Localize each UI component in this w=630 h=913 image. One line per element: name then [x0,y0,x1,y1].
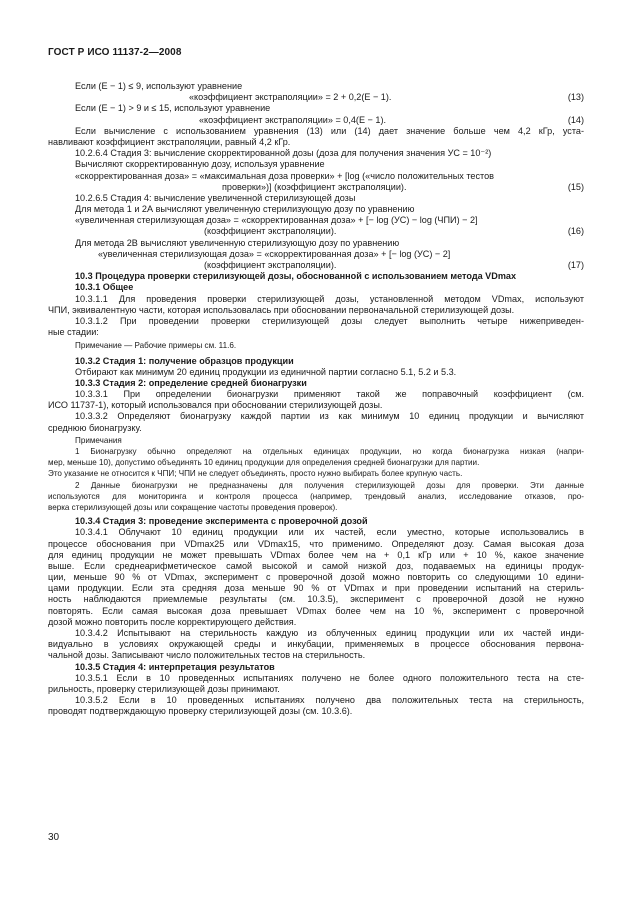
text-line [48,650,584,661]
text-line [48,204,584,215]
line-text: процессе обоснования при VDmax25 или VDmax15, что применимо. Определяют дозу. Самая высокая доза [48,538,584,549]
line-text: 10.3.2 Стадия 1: получение образцов продукции [75,355,294,366]
line-text: используются для мониторинга и контроля процесса (например, трендовый анализ, исследование отказов, про- [48,491,584,501]
equation-number: (15) [567,181,584,192]
equation-line [48,226,584,237]
text-line [48,684,584,695]
line-text: верка стерилизующей дозы или сокращение частоты проведения проверок). [48,502,338,512]
equation-number: (17) [567,260,584,270]
text-line [48,492,584,503]
line-text: Это указание не относится к ЧПИ; ЧПИ не следует объединять, просто нужно выбирать более крупную часть. [48,469,463,479]
line-text: ные стадии: [48,327,99,338]
line-text: дозой можно повторить после корректирующего действия. [48,616,297,627]
line-text: мер, меньше 10), допустимо объединять 10 единиц продукции для определения средней бионагрузки для партии. [48,458,480,468]
equation-line [48,260,584,271]
text-line [48,458,584,469]
text-line [48,695,584,706]
line-text: Примечание — Рабочие примеры см. 11.6. [75,341,237,351]
text-line [48,193,584,204]
line-text: 10.3.4.1 Облучают 10 единиц продукции или их частей, если уместно, которые использовались в [75,527,584,538]
text-line [48,561,584,572]
line-text: проводят подтверждающую проверку стерилизующей дозы (см. 10.3.6). [48,706,353,717]
text-line [48,400,584,411]
equation-line [48,182,584,193]
text-line [48,137,584,148]
line-text: Вычисляют скорректированную дозу, используя уравнение [75,159,325,170]
text-line [48,271,584,282]
equation-number: (13) [567,92,584,103]
text-line [48,282,584,293]
text-line [48,81,584,92]
text-line [48,706,584,717]
line-text: Для метода 1 и 2А вычисляют увеличенную стерилизующую дозу по уравнению [75,204,415,215]
text-line [48,628,584,639]
line-text: «коэффициент экстраполяции» = 0,4(E − 1). [199,114,386,125]
line-text: 10.3.1.2 При проведении проверки стерилизующей дозы следует выполнить четыре нижеприведен- [75,315,584,326]
text-line [48,583,584,594]
text-line [48,126,584,137]
text-line [48,159,584,170]
line-text: 10.3.4 Стадия 3: проведение эксперимента с проверочной дозой [75,516,368,527]
line-text: выше. Если среднеарифметическое самой высокой и самой низкой доз, подаваемых на единицы продук- [48,560,584,571]
text-line [48,639,584,650]
line-text: навливают коэффициент экстраполяции, равный 4,2 кГр. [48,136,291,147]
line-text: «скорректированная доза» = «максимальная доза проверки» + [log («число положительных тестов [75,170,494,181]
text-line [48,327,584,338]
text-line [48,447,584,458]
text-line [48,389,584,400]
text-line [48,378,584,389]
line-text: 10.3 Процедура проверки стерилизующей дозы, обоснованной с использованием метода VDmax [75,271,517,282]
line-text: проверки»)] (коэффициент экстраполяции). [222,181,407,192]
line-text: ность наблюдаются приемлемые результаты (см. 10.3.5), эксперимент с проверочной дозой не нужно [48,594,584,605]
line-text: 10.3.5.1 Если в 10 проведенных испытаниях получено не более одного положительного теста на сте- [75,672,584,683]
line-text: «увеличенная стерилизующая доза» = «скорректированная доза» + [− log (УС) − log (ЧПИ) − 2] [75,215,478,226]
line-text: «коэффициент экстраполяции» = 2 + 0,2(E − 1). [189,92,392,103]
page-number: 30 [48,832,60,843]
text-line [48,539,584,550]
text-line [48,171,584,182]
equation-number: (16) [567,226,584,237]
line-text: ЧПИ, эквивалентную части, которая использовалась при обосновании первоначальной стерилизующей дозы. [48,304,515,315]
text-line [48,617,584,628]
line-text: 10.3.5 Стадия 4: интерпретация результатов [75,661,275,672]
line-text: 10.3.3.1 При определении бионагрузки применяют такой же поправочный коэффициент (см. [75,389,584,400]
line-text: Отбирают как минимум 20 единиц продукции из единичной партии согласно 5.1, 5.2 и 5.3. [75,366,457,377]
body-text [48,81,584,718]
text-line [48,673,584,684]
line-text: Если (E − 1) > 9 и ≤ 15, используют уравнение [75,103,271,114]
equation-line [48,115,584,126]
equation-line [48,92,584,103]
line-text: 10.2.6.4 Стадия 3: вычисление скорректированной дозы (доза для получения значения УС = 10⁻²) [75,148,492,159]
text-line [48,411,584,422]
text-line [48,503,584,514]
text-line [48,215,584,226]
text-line [48,367,584,378]
text-line [48,481,584,492]
line-text: 1 Бионагрузку обычно определяют на отдельных единицах продукции, но когда бионагрузка низкая (напри- [75,447,584,456]
text-line [48,294,584,305]
text-line [48,316,584,327]
text-line [48,662,584,673]
line-text: ИСО 11737-1), который использовался при обосновании стерилизующей дозы. [48,400,383,411]
line-text: Если вычисление с использованием уравнения (13) или (14) дает значение больше чем 4,2 кГр, уста- [75,125,584,136]
line-text: для единиц продукции не может превышать VDmax более чем на + 0,1 кГр или + 10 %, какое значение [48,549,584,560]
line-text: 10.2.6.5 Стадия 4: вычисление увеличенной стерилизующей дозы [75,192,356,203]
text-line [48,606,584,617]
line-text: среднюю бионагрузку. [48,422,142,433]
text-line [48,594,584,605]
line-text: повторять. Если самая высокая доза превышает VDmax более чем на 10 %, эксперимент с проверочной [48,605,584,616]
text-line [48,238,584,249]
text-line [48,305,584,316]
line-text: рильность, проверку стерилизующей дозы принимают. [48,683,280,694]
line-text: ции, меньше 90 % от VDmax, эксперимент с проверочной дозой можно повторить со следующими 10 едини- [48,572,584,583]
line-text: 10.3.3 Стадия 2: определение средней бионагрузки [75,377,307,388]
line-text: 10.3.1 Общее [75,282,134,293]
text-line [48,572,584,583]
running-header: ГОСТ Р ИСО 11137-2—2008 [48,47,182,58]
line-text: чальной дозы. Записывают число положительных тестов на стерильность. [48,650,366,661]
text-line [48,148,584,159]
text-line [48,356,584,367]
line-text: цами продукции. Если эта средняя доза меньше 90 % от VDmax и при проведении испытаний на стериль- [48,583,584,594]
line-text: 10.3.4.2 Испытывают на стерильность каждую из облученных единиц продукции или их частей инди- [75,628,584,638]
line-text: Примечания [75,435,122,445]
line-text: 10.3.3.2 Определяют бионагрузку каждой партии из как минимум 10 единиц продукции и вычисляют [75,411,584,422]
text-line [48,103,584,114]
line-text: «увеличенная стерилизующая доза» = «скорректированная доза» + [− log (УС) − 2] [98,248,451,259]
equation-number: (14) [567,114,584,125]
line-text: 10.3.5.2 Если в 10 проведенных испытаниях получено два положительных теста на стерильность, [75,695,584,706]
text-line [48,550,584,561]
line-text: видуально в условиях окружающей среды и инкубации, применяемых в процессе обоснования первона- [48,639,584,650]
text-line [48,516,584,527]
text-line [48,436,584,447]
text-line [48,249,584,260]
text-line [48,527,584,538]
text-line [48,341,584,352]
line-text: Для метода 2В вычисляют увеличенную стерилизующую дозу по уравнению [75,237,400,248]
line-text: (коэффициент экстраполяции). [204,226,337,237]
line-text: (коэффициент экстраполяции). [204,260,337,270]
line-text: 10.3.1.1 Для проведения проверки стерилизующей дозы, установленной методом VDmax, используют [75,293,584,304]
line-text: Если (E − 1) ≤ 9, используют уравнение [75,81,243,91]
text-line [48,423,584,434]
text-line [48,469,584,480]
line-text: 2 Данные бионагрузки не предназначены для получения стерилизующей дозы для проверки. Эти данные [75,480,584,490]
